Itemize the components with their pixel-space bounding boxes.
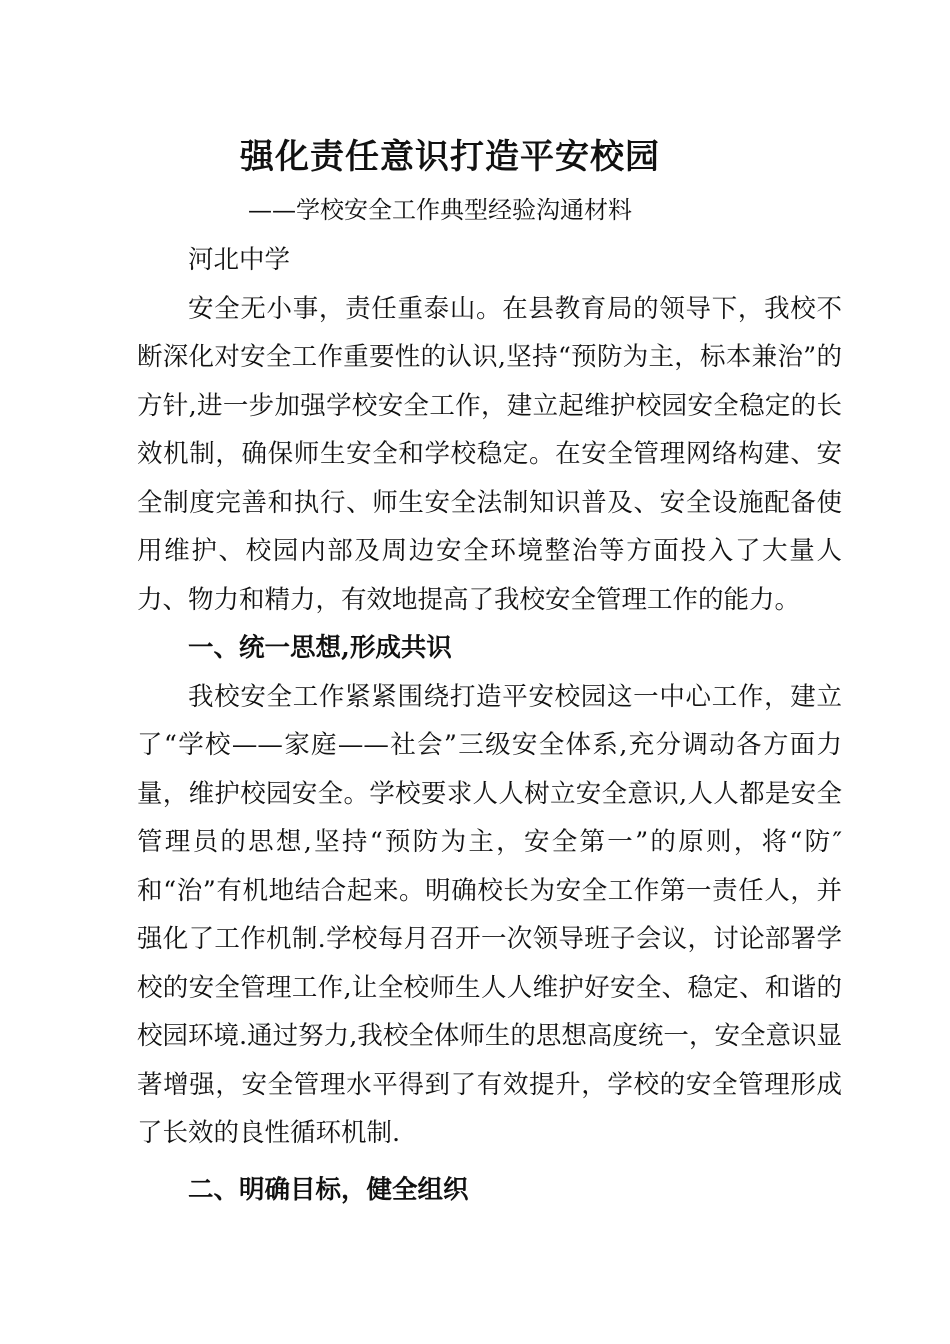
intro-paragraph: 安全无小事，责任重泰山。在县教育局的领导下，我校不断深化对安全工作重要性的认识,坚持“预防为主，标本兼治”的方针,进一步加强学校安全工作，建立起维护校园安全稳定的长效机制，确保师生安全和学校稳定。在安全管理网络构建、安全制度完善和执行、师生安全法制知识普及、安全设施配备使用维护、校园内部及周边安全环境整治等方面投入了大量人力、物力和精力，有效地提高了我校安全管理工作的能力。 xyxy=(137,293,842,615)
section-heading-1: 一、统一思想,形成共识 xyxy=(188,633,452,663)
author-line: 河北中学 xyxy=(188,245,291,275)
section-1-paragraph: 我校安全工作紧紧围绕打造平安校园这一中心工作，建立了“学校——家庭——社会”三级安全体系,充分调动各方面力量，维护校园安全。学校要求人人树立安全意识,人人都是安全管理员的思想,坚持“预防为主，安全第一”的原则，将“防″和“治”有机地结合起来。明确校长为安全工作第一责任人，并强化了工作机制.学校每月召开一次领导班子会议，讨论部署学校的安全管理工作,让全校师生人人维护好安全、稳定、和谐的校园环境.通过努力,我校全体师生的思想高度统一，安全意识显著增强，安全管理水平得到了有效提升，学校的安全管理形成了长效的良性循环机制. xyxy=(137,681,842,1148)
document-body xyxy=(137,236,842,1214)
section-heading-2: 二、明确目标，健全组织 xyxy=(188,1174,469,1205)
document-title: 强化责任意识打造平安校园 xyxy=(240,137,660,177)
document-subtitle: ——学校安全工作典型经验沟通材料 xyxy=(248,196,632,224)
